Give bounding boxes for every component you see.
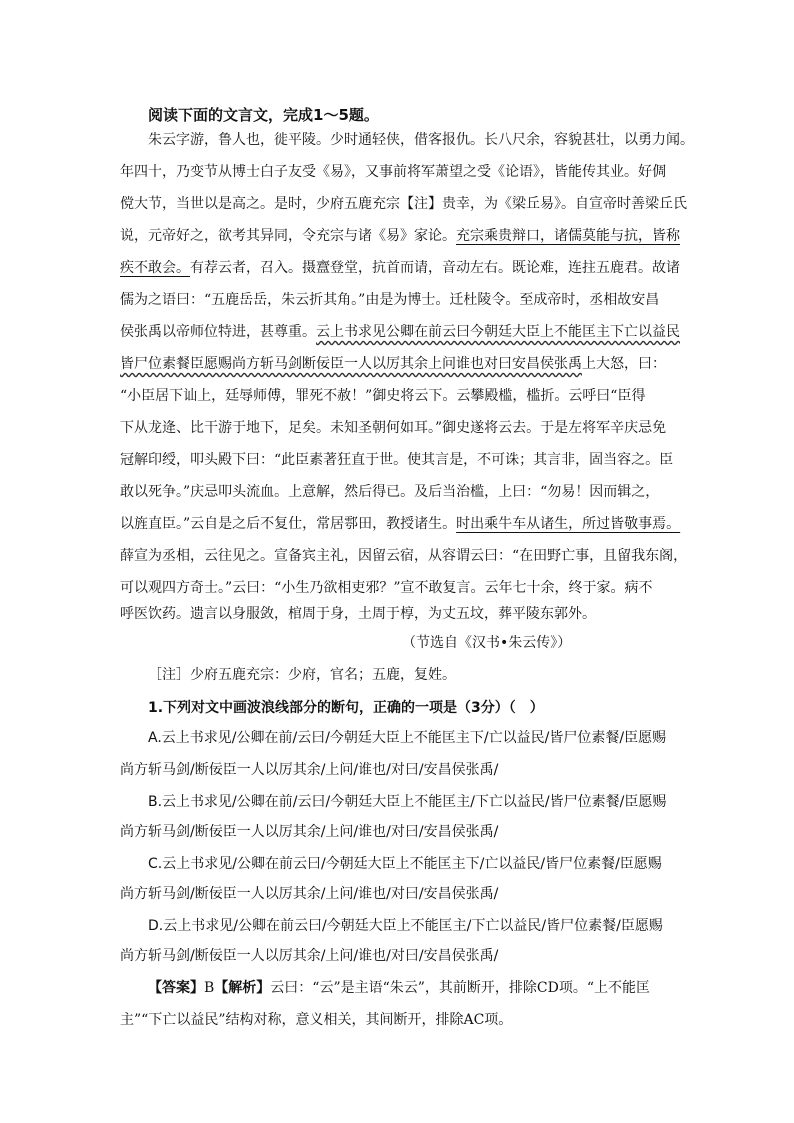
wavy-underlined-sentence: 皆尸位素餐臣愿赐尚方斩马剑断佞臣一人以厉其余上问谁也对曰安昌侯张禹 <box>120 356 582 372</box>
passage-line: 呼医饮药。遗言以身服敛，棺周于身，土周于椁，为丈五坟，葬平陵东郭外。 <box>120 606 596 622</box>
passage-line: 敢以死争。”庆忌叩头流血。上意解，然后得已。及后当治槛，上曰：“勿易！因而辑之， <box>120 484 660 500</box>
passage-line: 朱云字游，鲁人也，徙平陵。少时通轻侠，借客报仇。长八尺余，容貌甚壮，以勇力闻。 <box>148 132 694 148</box>
wavy-underlined-sentence: 云上书求见公卿在前云曰今朝廷大臣上不能匡主下亡以益民 <box>316 324 680 340</box>
section-heading: 阅读下面的文言文，完成1～5题。 <box>148 106 379 124</box>
analysis-text: 云曰：“云”是主语“朱云”，其前断开，排除CD项。“上不能匡 <box>270 980 651 996</box>
passage-text: 有荐云者，召入。摄齍登堂，抗首而请，音动左右。既论难，连拄五鹿君。故诸 <box>190 260 680 276</box>
passage-line: 薛宣为丞相，云往见之。宣备宾主礼，因留云宿，从容谓云曰：“在田野亡事，且留我东阁， <box>120 548 688 564</box>
answer-label: 【答案】 <box>148 980 204 996</box>
passage-text: 说，元帝好之，欲考其异同，令充宗与诸《易》家论。 <box>120 228 456 244</box>
passage-line <box>120 514 680 534</box>
analysis-cont: 主”“下亡以益民”结构对称，意义相关，其间断开，排除AC项。 <box>120 1012 513 1028</box>
analysis-label: 【解析】 <box>214 980 271 996</box>
footnote: ［注］少府五鹿充宗：少府，官名；五鹿，复姓。 <box>148 667 456 683</box>
option-a: A.云上书求见/公卿在前/云曰/今朝廷大臣上不能匡主下/亡以益民/皆尸位素餐/臣愿赐 <box>148 730 667 746</box>
passage-line: 儒为之语曰：“五鹿岳岳，朱云折其角。”由是为博士。迁杜陵令。至成帝时，丞相故安昌 <box>120 292 660 308</box>
passage-line: 傥大节，当世以是高之。是时，少府五鹿充宗【注】贵幸，为《梁丘易》。自宣帝时善梁丘氏 <box>120 196 687 212</box>
underlined-sentence: 疾不敢会。 <box>120 260 190 276</box>
option-b-cont: 尚方斩马剑/断佞臣一人以厉其余/上问/谁也/对曰/安昌侯张禹/ <box>120 824 499 840</box>
passage-line: 年四十，乃变节从博士白子友受《易》，又事前将军萧望之受《论语》，皆能传其业。好倜 <box>120 164 666 180</box>
underlined-sentence: 充宗乘贵辩口，诸儒莫能与抗，皆称 <box>456 228 680 244</box>
passage-line <box>120 258 680 278</box>
answer-line <box>148 978 650 998</box>
passage-text: 上大怒，曰： <box>582 356 666 372</box>
underlined-sentence: 时出乘牛车从诸生，所过皆敬事焉。 <box>456 516 681 532</box>
passage-text: 侯张禹以帝师位特进，甚尊重。 <box>120 324 316 340</box>
passage-line: 下从龙逄、比干游于地下，足矣。未知圣朝何如耳。”御史遂将云去。于是左将军辛庆忌免 <box>120 420 667 436</box>
passage-line <box>120 354 666 374</box>
option-b: B.云上书求见/公卿在前/云曰/今朝廷大臣上不能匡主/下亡以益民/皆尸位素餐/臣愿赐 <box>148 794 667 810</box>
passage-line <box>120 322 680 342</box>
answer-letter: B <box>204 980 215 996</box>
option-c: C.云上书求见/公卿在前云曰/今朝廷大臣上不能匡主下/亡以益民/皆尸位素餐/臣愿赐 <box>148 856 662 872</box>
passage-text: 以旌直臣。”云自是之后不复仕，常居鄠田，教授诸生。 <box>120 516 457 532</box>
option-d-cont: 尚方斩马剑/断佞臣一人以厉其余/上问/谁也/对曰/安昌侯张禹/ <box>120 948 499 964</box>
question-stem: 1.下列对文中画波浪线部分的断句，正确的一项是（3分）（ ） <box>148 700 544 716</box>
option-c-cont: 尚方斩马剑/断佞臣一人以厉其余/上问/谁也/对曰/安昌侯张禹/ <box>120 886 499 902</box>
source-citation: （节选自《汉书•朱云传》） <box>402 635 572 651</box>
passage-line: 可以观四方奇士。”云曰：“小生乃欲相吏邪？”宣不敢复言。云年七十余，终于家。病不 <box>120 580 653 596</box>
passage-line: “小臣居下讪上，廷辱师傅，罪死不赦！”御史将云下。云攀殿槛，槛折。云呼曰“臣得 <box>120 388 646 404</box>
passage-line <box>120 226 680 246</box>
option-a-cont: 尚方斩马剑/断佞臣一人以厉其余/上问/谁也/对曰/安昌侯张禹/ <box>120 762 499 778</box>
option-d: D.云上书求见/公卿在前云曰/今朝廷大臣上不能匡主/下亡以益民/皆尸位素餐/臣愿赐 <box>148 918 663 934</box>
passage-line: 冠解印绶，叩头殿下曰：“此臣素著狂直于世。使其言是，不可诛；其言非，固当容之。臣 <box>120 452 674 468</box>
